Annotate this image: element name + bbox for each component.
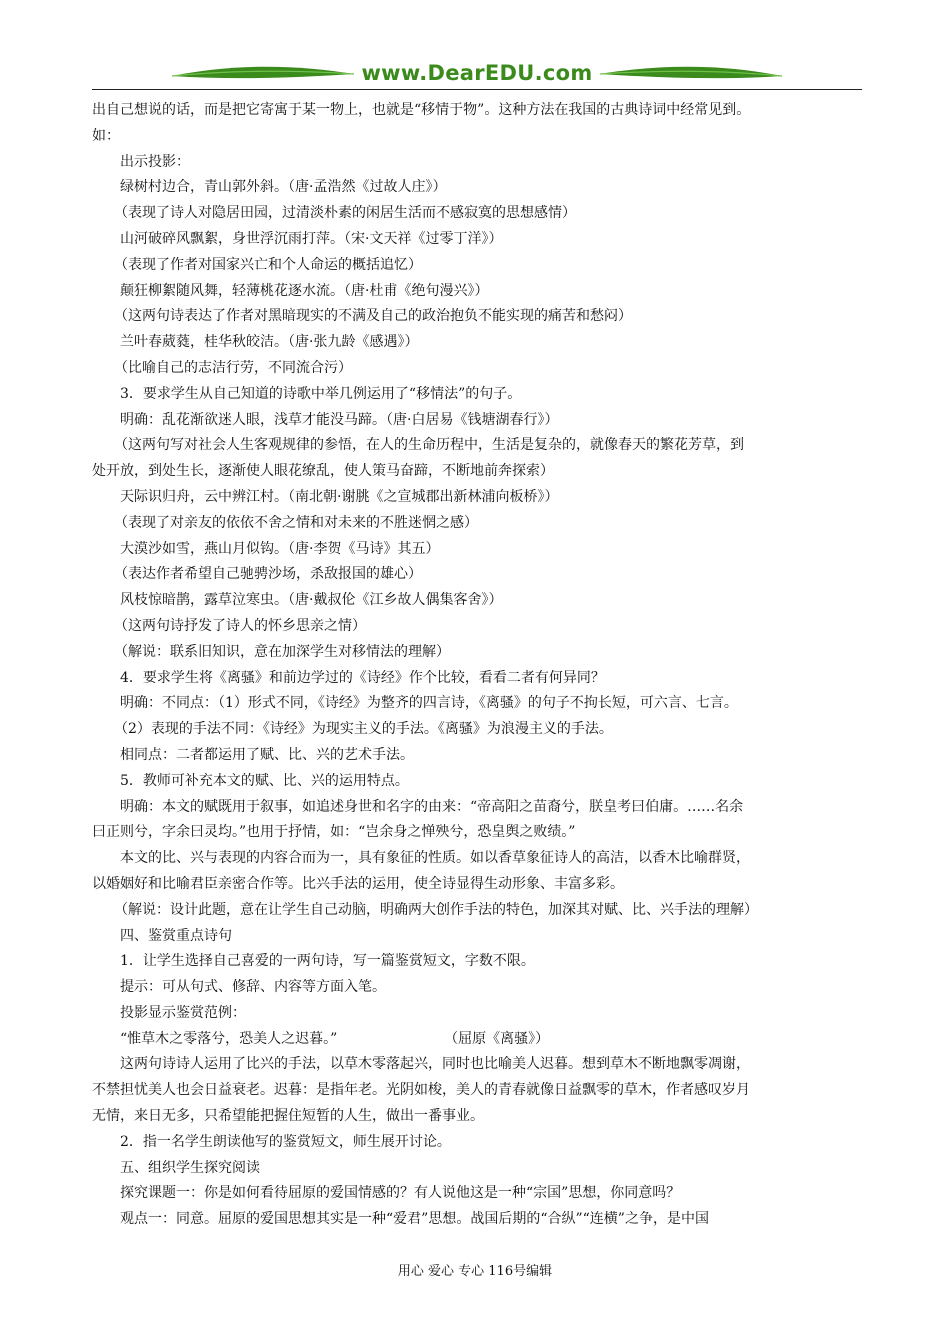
text-line: 2．指一名学生朗读他写的鉴赏短文，师生展开讨论。 [120, 1133, 451, 1150]
document-body [92, 98, 862, 1233]
text-line: 4．要求学生将《离骚》和前边学过的《诗经》作个比较，看看二者有何异同？ [120, 669, 605, 686]
text-line: 兰叶春葳蕤，桂华秋皎洁。（唐·张九龄《感遇》） [120, 334, 419, 351]
text-line: 明确：不同点：（1）形式不同，《诗经》为整齐的四言诗，《离骚》的句子不拘长短，可六言、七言。 [120, 695, 738, 712]
text-line: 投影显示鉴赏范例： [120, 1004, 246, 1021]
text-line: 天际识归舟，云中辨江村。（南北朝·谢朓《之宣城郡出新林浦向板桥》） [120, 488, 559, 505]
text-line: 四、鉴赏重点诗句 [120, 927, 232, 944]
text-line: （解说：联系旧知识，意在加深学生对移情法的理解） [114, 643, 450, 660]
text-line: 山河破碎风飘絮，身世浮沉雨打萍。（宋·文天祥《过零丁洋》） [120, 230, 503, 247]
text-line: 以婚姻好和比喻君臣亲密合作等。比兴手法的运用，使全诗显得生动形象、丰富多彩。 [92, 875, 624, 892]
text-line: 出示投影： [120, 153, 190, 170]
site-logo-text: www.DearEDU.com [361, 61, 593, 85]
header-divider [92, 89, 862, 90]
text-line: 如： [92, 127, 120, 144]
text-line: 五、组织学生探究阅读 [120, 1159, 260, 1176]
text-line: （解说：设计此题，意在让学生自己动脑，明确两大创作手法的特色，加深其对赋、比、兴手法的理解） [114, 901, 758, 918]
text-line: 风枝惊暗鹊，露草泣寒虫。（唐·戴叔伦《江乡故人偶集客舍》） [120, 592, 503, 609]
text-line: 3．要求学生从自己知道的诗歌中举几例运用了“移情法”的句子。 [120, 385, 522, 402]
text-line: （比喻自己的志洁行劳，不同流合污） [114, 359, 352, 376]
text-line: 颠狂柳絮随风舞，轻薄桃花逐水流。（唐·杜甫《绝句漫兴》） [120, 282, 489, 299]
text-line: （这两句诗表达了作者对黑暗现实的不满及自己的政治抱负不能实现的痛苦和愁闷） [114, 308, 632, 325]
text-line: （这两句诗抒发了诗人的怀乡思亲之情） [114, 617, 366, 634]
text-line: 提示：可从句式、修辞、内容等方面入笔。 [120, 979, 386, 996]
text-line: （表达作者希望自己驰骋沙场，杀敌报国的雄心） [114, 566, 422, 583]
text-line: 无情，来日无多，只希望能把握住短暂的人生，做出一番事业。 [92, 1108, 484, 1125]
text-line: 绿树村边合，青山郭外斜。（唐·孟浩然《过故人庄》） [120, 179, 447, 196]
text-line: （表现了对亲友的依依不舍之情和对未来的不胜迷惘之感） [114, 514, 478, 531]
text-line: 探究课题一：你是如何看待屈原的爱国情感的？有人说他这是一种“宗国”思想，你同意吗？ [120, 1185, 681, 1202]
text-line: 观点一：同意。屈原的爱国思想其实是一种“爱君”思想。战国后期的“合纵”“连横”之争，是中国 [120, 1211, 709, 1228]
text-line: 明确：本文的赋既用于叙事，如追述身世和名字的由来：“帝高阳之苗裔兮，朕皇考曰伯庸。……名余 [120, 798, 744, 815]
text-line: “惟草木之零落兮，恐美人之迟暮。” （屈原《离骚》） [120, 1030, 550, 1047]
text-line: 5．教师可补充本文的赋、比、兴的运用特点。 [120, 772, 409, 789]
text-line: 曰正则兮，字余曰灵均。”也用于抒情，如：“岂余身之惮殃兮，恐皇舆之败绩。” [92, 824, 576, 841]
text-line: （表现了作者对国家兴亡和个人命运的概括追忆） [114, 256, 422, 273]
text-line: 相同点：二者都运用了赋、比、兴的艺术手法。 [120, 746, 414, 763]
text-line: 不禁担忧美人也会日益衰老。迟暮：是指年老。光阴如梭，美人的青春就像日益飘零的草木，作者感叹岁月 [92, 1082, 750, 1099]
text-line: （这两句写对社会人生客观规律的参悟，在人的生命历程中，生活是复杂的，就像春天的繁花芳草，到 [114, 437, 744, 454]
text-line: 这两句诗诗人运用了比兴的手法，以草木零落起兴，同时也比喻美人迟暮。想到草木不断地飘零凋谢， [120, 1056, 750, 1073]
text-line: （表现了诗人对隐居田园，过清淡朴素的闲居生活而不感寂寞的思想感情） [114, 205, 576, 222]
page-footer: 用心 爱心 专心 116号编辑 [397, 1264, 553, 1279]
text-line: 处开放，到处生长，逐渐使人眼花缭乱，使人策马奋蹄，不断地前奔探索） [92, 463, 554, 480]
text-line: 本文的比、兴与表现的内容合而为一，具有象征的性质。如以香草象征诗人的高洁，以香木比喻群贤， [120, 850, 750, 867]
text-line: 1．让学生选择自己喜爱的一两句诗，写一篇鉴赏短文，字数不限。 [120, 953, 535, 970]
text-line: 明确：乱花渐欲迷人眼，浅草才能没马蹄。（唐·白居易《钱塘湖春行》） [120, 411, 559, 428]
text-line: 出自己想说的话，而是把它寄寓于某一物上，也就是“移情于物”。这种方法在我国的古典诗词中经常见到。 [92, 102, 751, 118]
text-line: 大漠沙如雪，燕山月似钩。（唐·李贺《马诗》其五） [120, 540, 440, 557]
text-line: （2）表现的手法不同：《诗经》为现实主义的手法。《离骚》为浪漫主义的手法。 [114, 721, 613, 738]
